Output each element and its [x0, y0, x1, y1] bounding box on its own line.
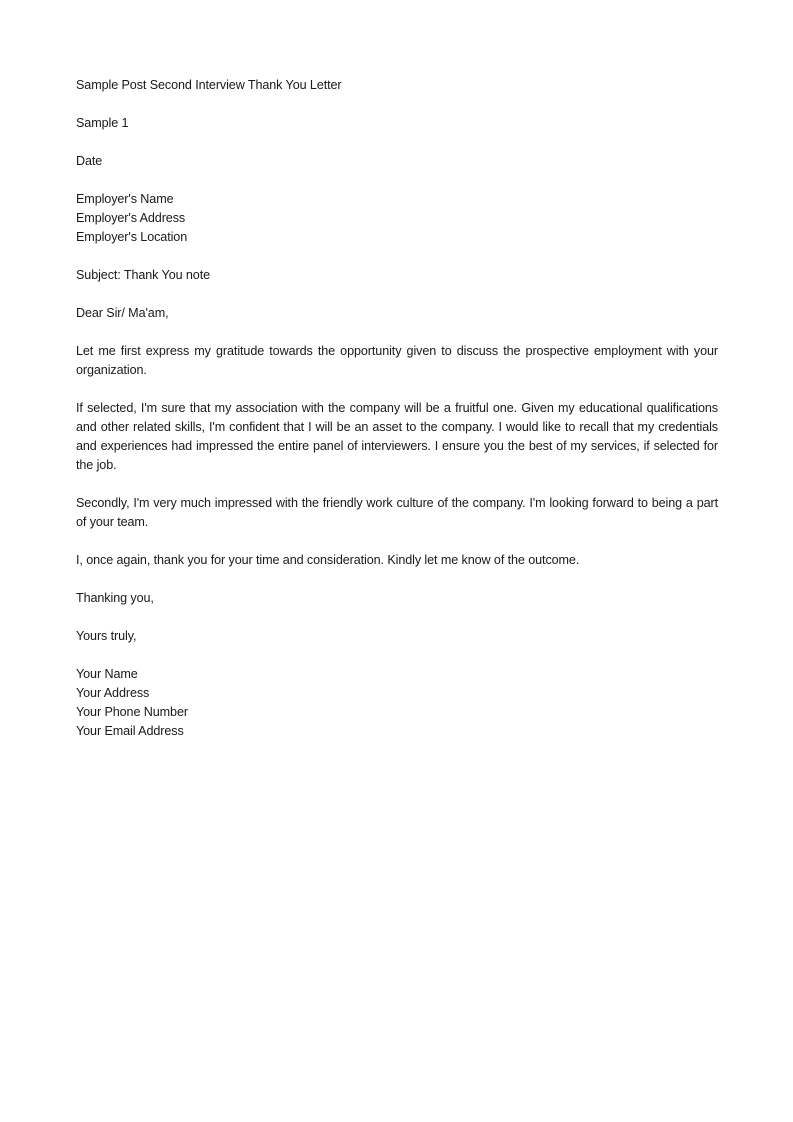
sender-phone: Your Phone Number	[76, 705, 188, 719]
employer-location: Employer's Location	[76, 230, 188, 244]
salutation: Dear Sir/ Ma'am,	[76, 306, 169, 320]
paragraph-thanks: I, once again, thank you for your time and consideration. Kindly let me know of the outcome.	[76, 553, 580, 567]
sender-name: Your Name	[76, 667, 138, 681]
date-line: Date	[76, 154, 103, 168]
subject-line: Subject: Thank You note	[76, 268, 211, 282]
sample-label: Sample 1	[76, 116, 129, 130]
sender-block	[76, 665, 718, 741]
employer-name: Employer's Name	[76, 192, 174, 206]
letter-body	[76, 76, 718, 760]
paragraph-qualifications: If selected, I'm sure that my association with the company will be a fruitful one. Given my educational qualifications and other related skills, I'm confident that I will be an asset to the company. I would like to recall that my credentials and experiences had impressed the entire panel of interviewers. I ensure you the best of my services, if selected for the job.	[76, 401, 718, 472]
paragraph-gratitude: Let me first express my gratitude towards the opportunity given to discuss the prospective employment with your organization.	[76, 344, 718, 377]
paragraph-culture: Secondly, I'm very much impressed with the friendly work culture of the company. I'm looking forward to being a part of your team.	[76, 496, 718, 529]
sender-email: Your Email Address	[76, 724, 184, 738]
closing-yours-truly: Yours truly,	[76, 629, 137, 643]
sender-address: Your Address	[76, 686, 150, 700]
employer-address: Employer's Address	[76, 211, 186, 225]
document-title: Sample Post Second Interview Thank You Letter	[76, 78, 342, 92]
closing-thanking: Thanking you,	[76, 591, 154, 605]
employer-block	[76, 190, 718, 247]
